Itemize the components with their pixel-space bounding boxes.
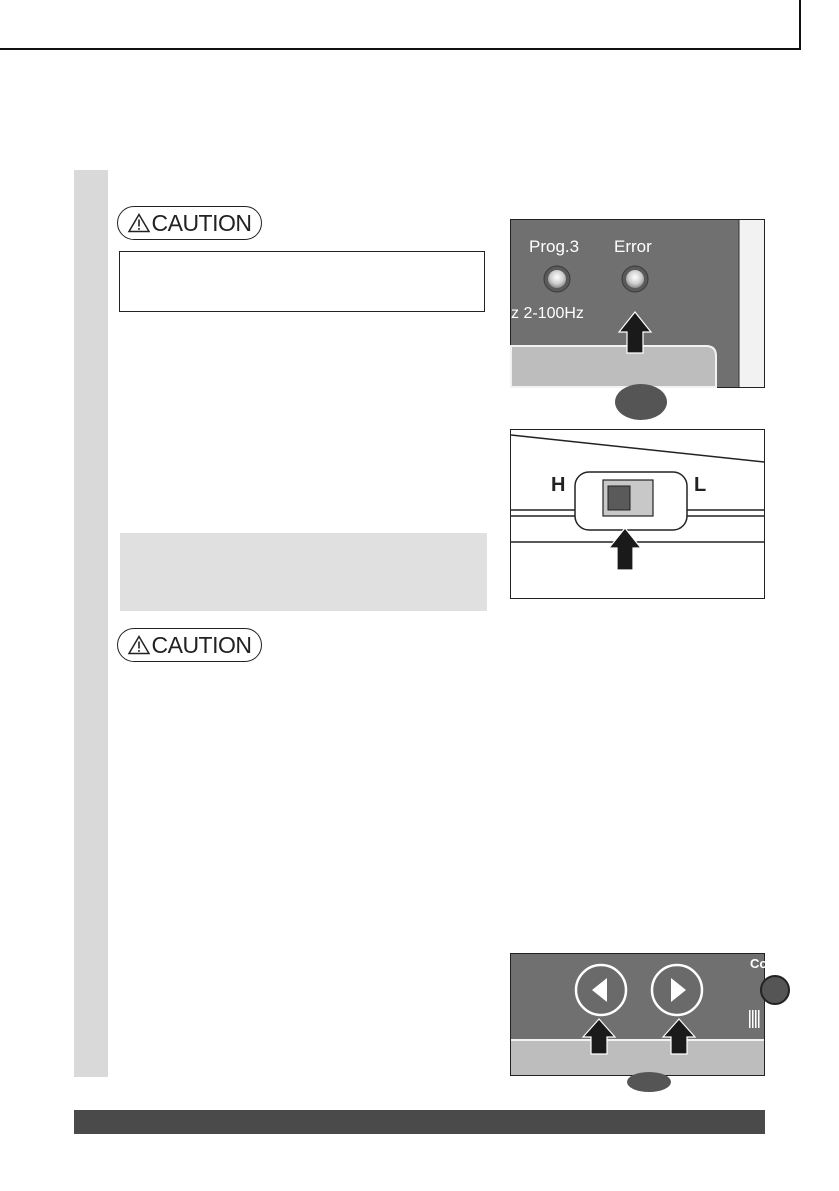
warning-icon xyxy=(128,635,150,655)
error-label: Error xyxy=(614,237,652,256)
corner-rule-vertical xyxy=(799,0,801,50)
caution-label: CAUTION xyxy=(151,209,252,236)
switch-h-label: H xyxy=(551,474,566,496)
error-led-icon xyxy=(622,266,648,292)
frequency-label: z 2-100Hz xyxy=(511,305,584,322)
footer-bar xyxy=(74,1110,765,1134)
corner-rule-horizontal xyxy=(0,48,799,50)
prog-label: Prog.3 xyxy=(529,237,580,256)
arrow-buttons-panel-figure xyxy=(510,953,768,1076)
caution-badge xyxy=(117,628,262,662)
led-panel-figure xyxy=(510,219,765,388)
switch-panel-figure xyxy=(510,429,765,599)
corner-label: Co xyxy=(750,956,768,971)
caution-label: CAUTION xyxy=(151,631,252,658)
switch-l-label: L xyxy=(694,474,707,496)
right-button-icon xyxy=(652,965,702,1015)
prog-led-icon xyxy=(544,266,570,292)
caution-text-box xyxy=(119,251,485,312)
note-box xyxy=(120,533,487,611)
caution-badge xyxy=(117,206,262,240)
section-sidebar xyxy=(74,170,108,1077)
left-button-icon xyxy=(576,965,626,1015)
warning-icon xyxy=(128,213,150,233)
